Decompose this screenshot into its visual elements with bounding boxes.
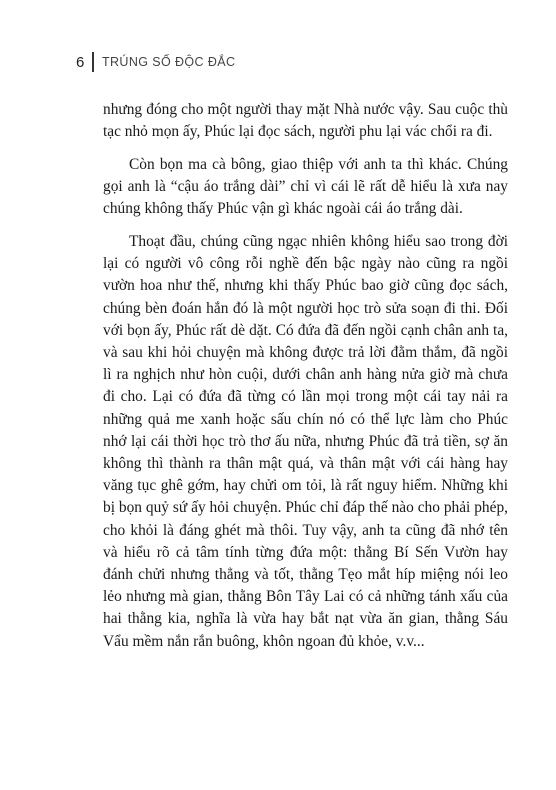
header-divider bbox=[92, 52, 94, 72]
paragraph: Thoạt đầu, chúng cũng ngạc nhiên không hiểu sao trong đời lại có người vô công rỗi nghề đến bậc ngày nào cũng ra ngồi vườn hoa như thế, nhưng khi thấy Phúc bao giờ cũng đọc sách, chúng bèn đoán hắn đó là một người học trò sửa soạn đi thi. Đối với bọn ấy, Phúc rất dè dặt. Có đứa đã đến ngồi cạnh chân anh ta, và sau khi hỏi chuyện mà không được trả lời đằm thắm, đã ngồi lì ra nghịch như hòn cuội, dưới chân anh hàng nửa giờ mà chưa đi cho. Lại có đứa đã từng có lần mọi trong một cái tay nải ra những quả me xanh hoặc sấu chín nó có thể lực làm cho Phúc nhớ lại cái thời học trò thơ ấu nữa, nhưng Phúc đã trả tiền, sợ ăn không thì thành ra thân mật quá, và thân mật với cái hàng hay văng tục ghê gớm, hay chửi om tỏi, là rất nguy hiểm. Những khi bị bọn quỷ sứ ấy hỏi chuyện. Phúc chỉ đáp thế nào cho phải phép, cho khỏi là đáng ghét mà thôi. Tuy vậy, anh ta cũng đã nhớ tên và hiểu rõ cả tâm tính từng đứa một: thằng Bí Sến Vườn hay đánh chửi nhưng thẳng và tốt, thằng Tẹo mắt híp miệng nói leo lẻo nhưng mà gian, thằng Bôn Tây Lai có cả những tánh xấu của hai thằng kia, nghĩa là vừa hay bắt nạt vừa ăn gian, thằng Sáu Vẩu mềm nắn rắn buông, khôn ngoan đủ khỏe, v.v... bbox=[103, 233, 508, 650]
page-number: 6 bbox=[76, 53, 85, 71]
running-title: TRÚNG SỐ ĐỘC ĐẮC bbox=[101, 55, 236, 69]
body-text bbox=[103, 99, 508, 663]
paragraph-continued: nhưng đóng cho một người thay mặt Nhà nước vậy. Sau cuộc thù tạc nhỏ mọn ấy, Phúc lại đọc sách, người phu lại vác chổi ra đi. bbox=[103, 101, 508, 141]
running-header bbox=[76, 50, 235, 74]
paragraph: Còn bọn ma cà bông, giao thiệp với anh ta thì khác. Chúng gọi anh là “cậu áo trắng dài” chỉ vì cái lẽ rất dễ hiểu là xưa nay chúng không thấy Phúc vận gì khác ngoài cái áo trắng dài. bbox=[103, 155, 508, 218]
